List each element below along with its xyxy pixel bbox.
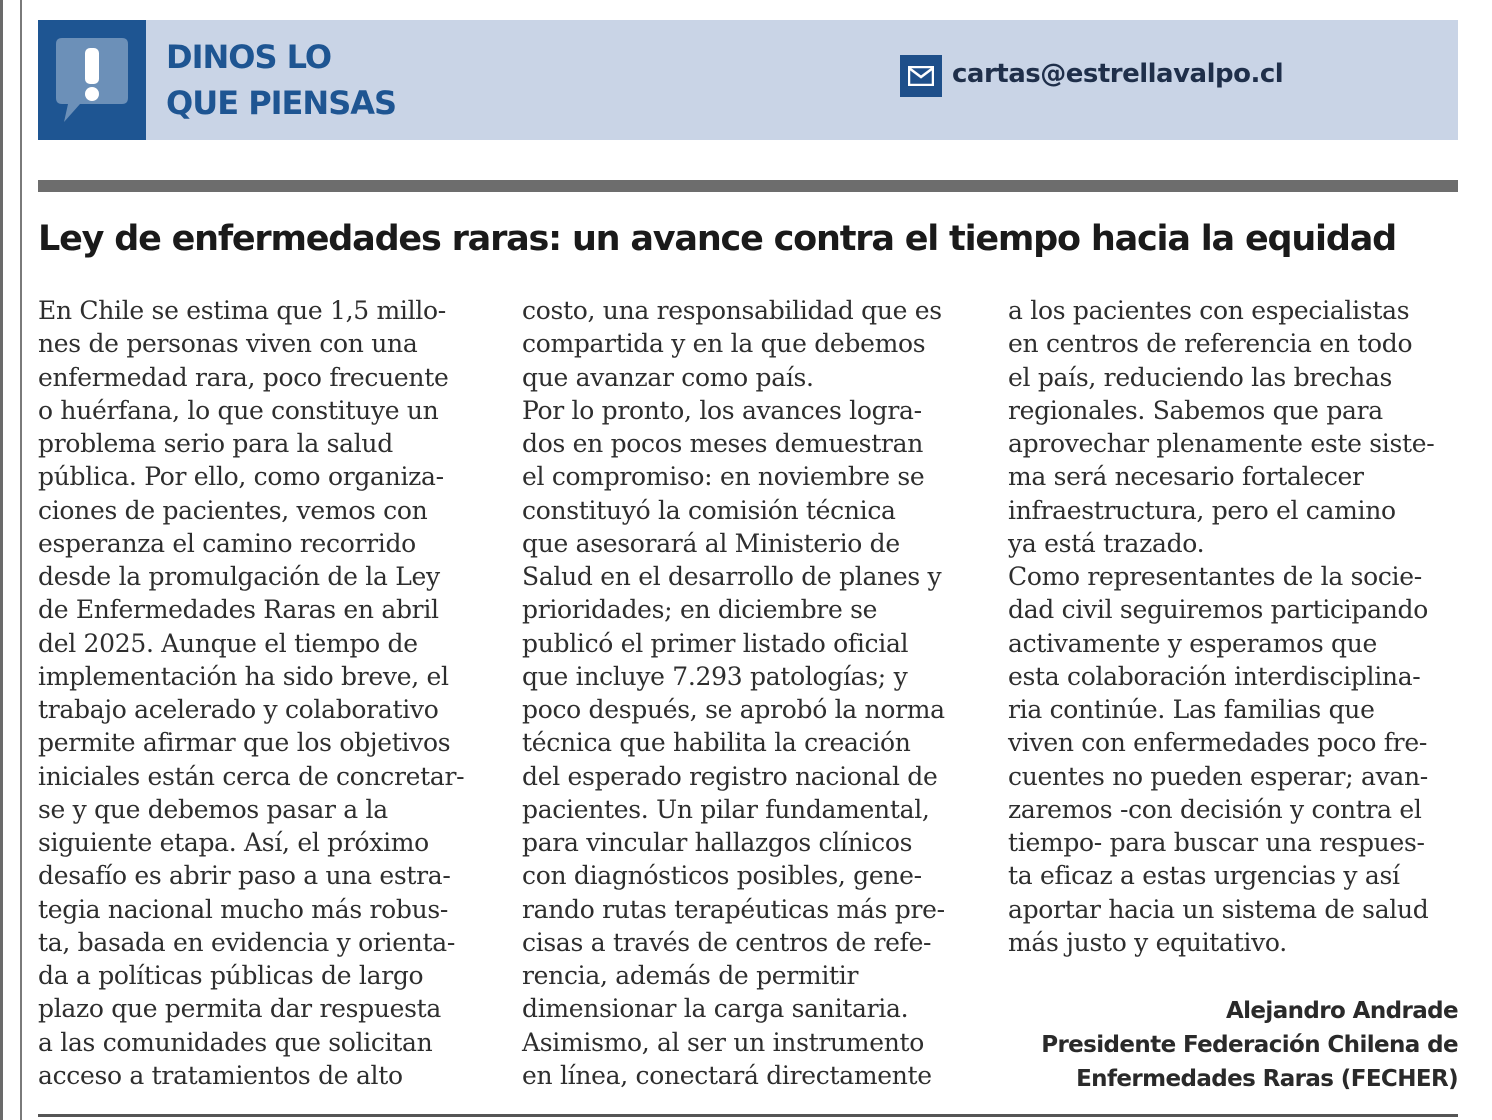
- text-line: ta, basada en evidencia y orienta-: [38, 927, 456, 957]
- article-column-1: [38, 294, 488, 1092]
- text-line: pacientes. Un pilar fundamental,: [522, 794, 930, 824]
- author-signature: [1041, 994, 1458, 1096]
- text-line: del esperado registro nacional de: [522, 761, 938, 791]
- text-line: se y que debemos pasar a la: [38, 794, 388, 824]
- text-line: dad civil seguiremos participando: [1008, 595, 1428, 625]
- text-line: cuentes no pueden esperar; avan-: [1008, 761, 1428, 791]
- text-line: cisas a través de centros de refe-: [522, 927, 932, 957]
- text-line: acceso a tratamientos de alto: [38, 1060, 403, 1090]
- text-line: iniciales están cerca de concretar-: [38, 761, 465, 791]
- text-line: tegia nacional mucho más robus-: [38, 894, 449, 924]
- text-line: a los pacientes con especialistas: [1008, 296, 1410, 325]
- text-line: esta colaboración interdisciplina-: [1008, 661, 1421, 691]
- article-headline: Ley de enfermedades raras: un avance contra el tiempo hacia la equidad: [38, 219, 1396, 259]
- text-line: constituyó la comisión técnica: [522, 495, 896, 525]
- text-line: problema serio para la salud: [38, 429, 393, 458]
- text-line: rencia, además de permitir: [522, 961, 859, 990]
- article-column-2: [522, 294, 982, 1092]
- section-title: [166, 34, 486, 126]
- text-line: aprovechar plenamente este siste-: [1008, 429, 1435, 458]
- text-line: permite afirmar que los objetivos: [38, 728, 451, 758]
- text-line: que incluye 7.293 patologías; y: [522, 661, 908, 691]
- text-line: con diagnósticos posibles, gene-: [522, 861, 922, 891]
- text-line: técnica que habilita la creación: [522, 728, 911, 758]
- text-line: ciones de pacientes, vemos con: [38, 495, 428, 525]
- text-line: de Enfermedades Raras en abril: [38, 595, 439, 625]
- section-header: [38, 20, 1458, 140]
- text-line: en línea, conectará directamente: [522, 1060, 932, 1090]
- text-line: el compromiso: en noviembre se: [522, 462, 925, 492]
- text-line: viven con enfermedades poco fre-: [1008, 728, 1427, 758]
- text-line: que avanzar como país.: [522, 362, 814, 392]
- text-line: rando rutas terapéuticas más pre-: [522, 894, 945, 924]
- text-line: trabajo acelerado y colaborativo: [38, 695, 439, 724]
- text-line: dos en pocos meses demuestran: [522, 429, 923, 458]
- text-line: esperanza el camino recorrido: [38, 528, 416, 558]
- text-line: compartida y en la que debemos: [522, 329, 926, 359]
- text-line: Asimismo, al ser un instrumento: [522, 1027, 925, 1057]
- text-line: Por lo pronto, los avances logra-: [522, 395, 922, 425]
- exclamation-speech-bubble-icon: [38, 20, 146, 140]
- text-line: desde la promulgación de la Ley: [38, 562, 440, 591]
- text-line: prioridades; en diciembre se: [522, 595, 878, 625]
- text-line: Como representantes de la socie-: [1008, 562, 1422, 591]
- text-line: enfermedad rara, poco frecuente: [38, 362, 449, 392]
- text-line: implementación ha sido breve, el: [38, 661, 449, 691]
- text-line: plazo que permita dar respuesta: [38, 994, 442, 1024]
- author-title-line-2: Enfermedades Raras (FECHER): [1076, 1066, 1458, 1092]
- text-line: aportar hacia un sistema de salud: [1008, 894, 1429, 924]
- text-line: ma será necesario fortalecer: [1008, 462, 1364, 492]
- contact-email[interactable]: cartas@estrellavalpo.cl: [952, 59, 1284, 89]
- text-line: del 2025. Aunque el tiempo de: [38, 628, 418, 658]
- text-line: publicó el primer listado oficial: [522, 628, 909, 658]
- section-title-line-1: DINOS LO: [166, 38, 332, 76]
- section-title-line-2: QUE PIENSAS: [166, 84, 397, 122]
- text-line: tiempo- para buscar una respues-: [1008, 828, 1425, 857]
- text-line: da a políticas públicas de largo: [38, 961, 424, 990]
- text-line: dimensionar la carga sanitaria.: [522, 994, 909, 1024]
- text-line: ria continúe. Las familias que: [1008, 695, 1375, 724]
- text-line: en centros de referencia en todo: [1008, 329, 1413, 359]
- column-margin-rule: [20, 0, 22, 1120]
- article-column-3: [1008, 294, 1458, 959]
- text-line: a las comunidades que solicitan: [38, 1027, 433, 1057]
- text-line: poco después, se aprobó la norma: [522, 695, 945, 724]
- bottom-divider: [38, 1114, 1458, 1117]
- text-line: el país, reduciendo las brechas: [1008, 362, 1393, 392]
- text-line: pública. Por ello, como organiza-: [38, 462, 444, 492]
- page-edge-rule: [0, 0, 3, 1120]
- text-line: para vincular hallazgos clínicos: [522, 828, 913, 857]
- text-line: ya está trazado.: [1008, 528, 1205, 558]
- text-line: o huérfana, lo que constituye un: [38, 395, 439, 425]
- text-line: infraestructura, pero el camino: [1008, 495, 1396, 525]
- text-line: siguiente etapa. Así, el próximo: [38, 828, 429, 857]
- text-line: En Chile se estima que 1,5 millo-: [38, 296, 446, 325]
- envelope-icon: [900, 55, 942, 97]
- text-line: zaremos -con decisión y contra el: [1008, 794, 1422, 824]
- text-line: activamente y esperamos que: [1008, 628, 1378, 658]
- text-line: desafío es abrir paso a una estra-: [38, 861, 451, 891]
- text-line: costo, una responsabilidad que es: [522, 296, 942, 325]
- text-line: regionales. Sabemos que para: [1008, 395, 1383, 425]
- text-line: ta eficaz a estas urgencias y así: [1008, 861, 1400, 891]
- author-title-line-1: Presidente Federación Chilena de: [1041, 1032, 1458, 1058]
- header-divider: [38, 180, 1458, 192]
- text-line: más justo y equitativo.: [1008, 927, 1287, 957]
- text-line: nes de personas viven con una: [38, 329, 418, 359]
- author-name: Alejandro Andrade: [1225, 998, 1458, 1024]
- text-line: Salud en el desarrollo de planes y: [522, 562, 942, 591]
- text-line: que asesorará al Ministerio de: [522, 528, 900, 558]
